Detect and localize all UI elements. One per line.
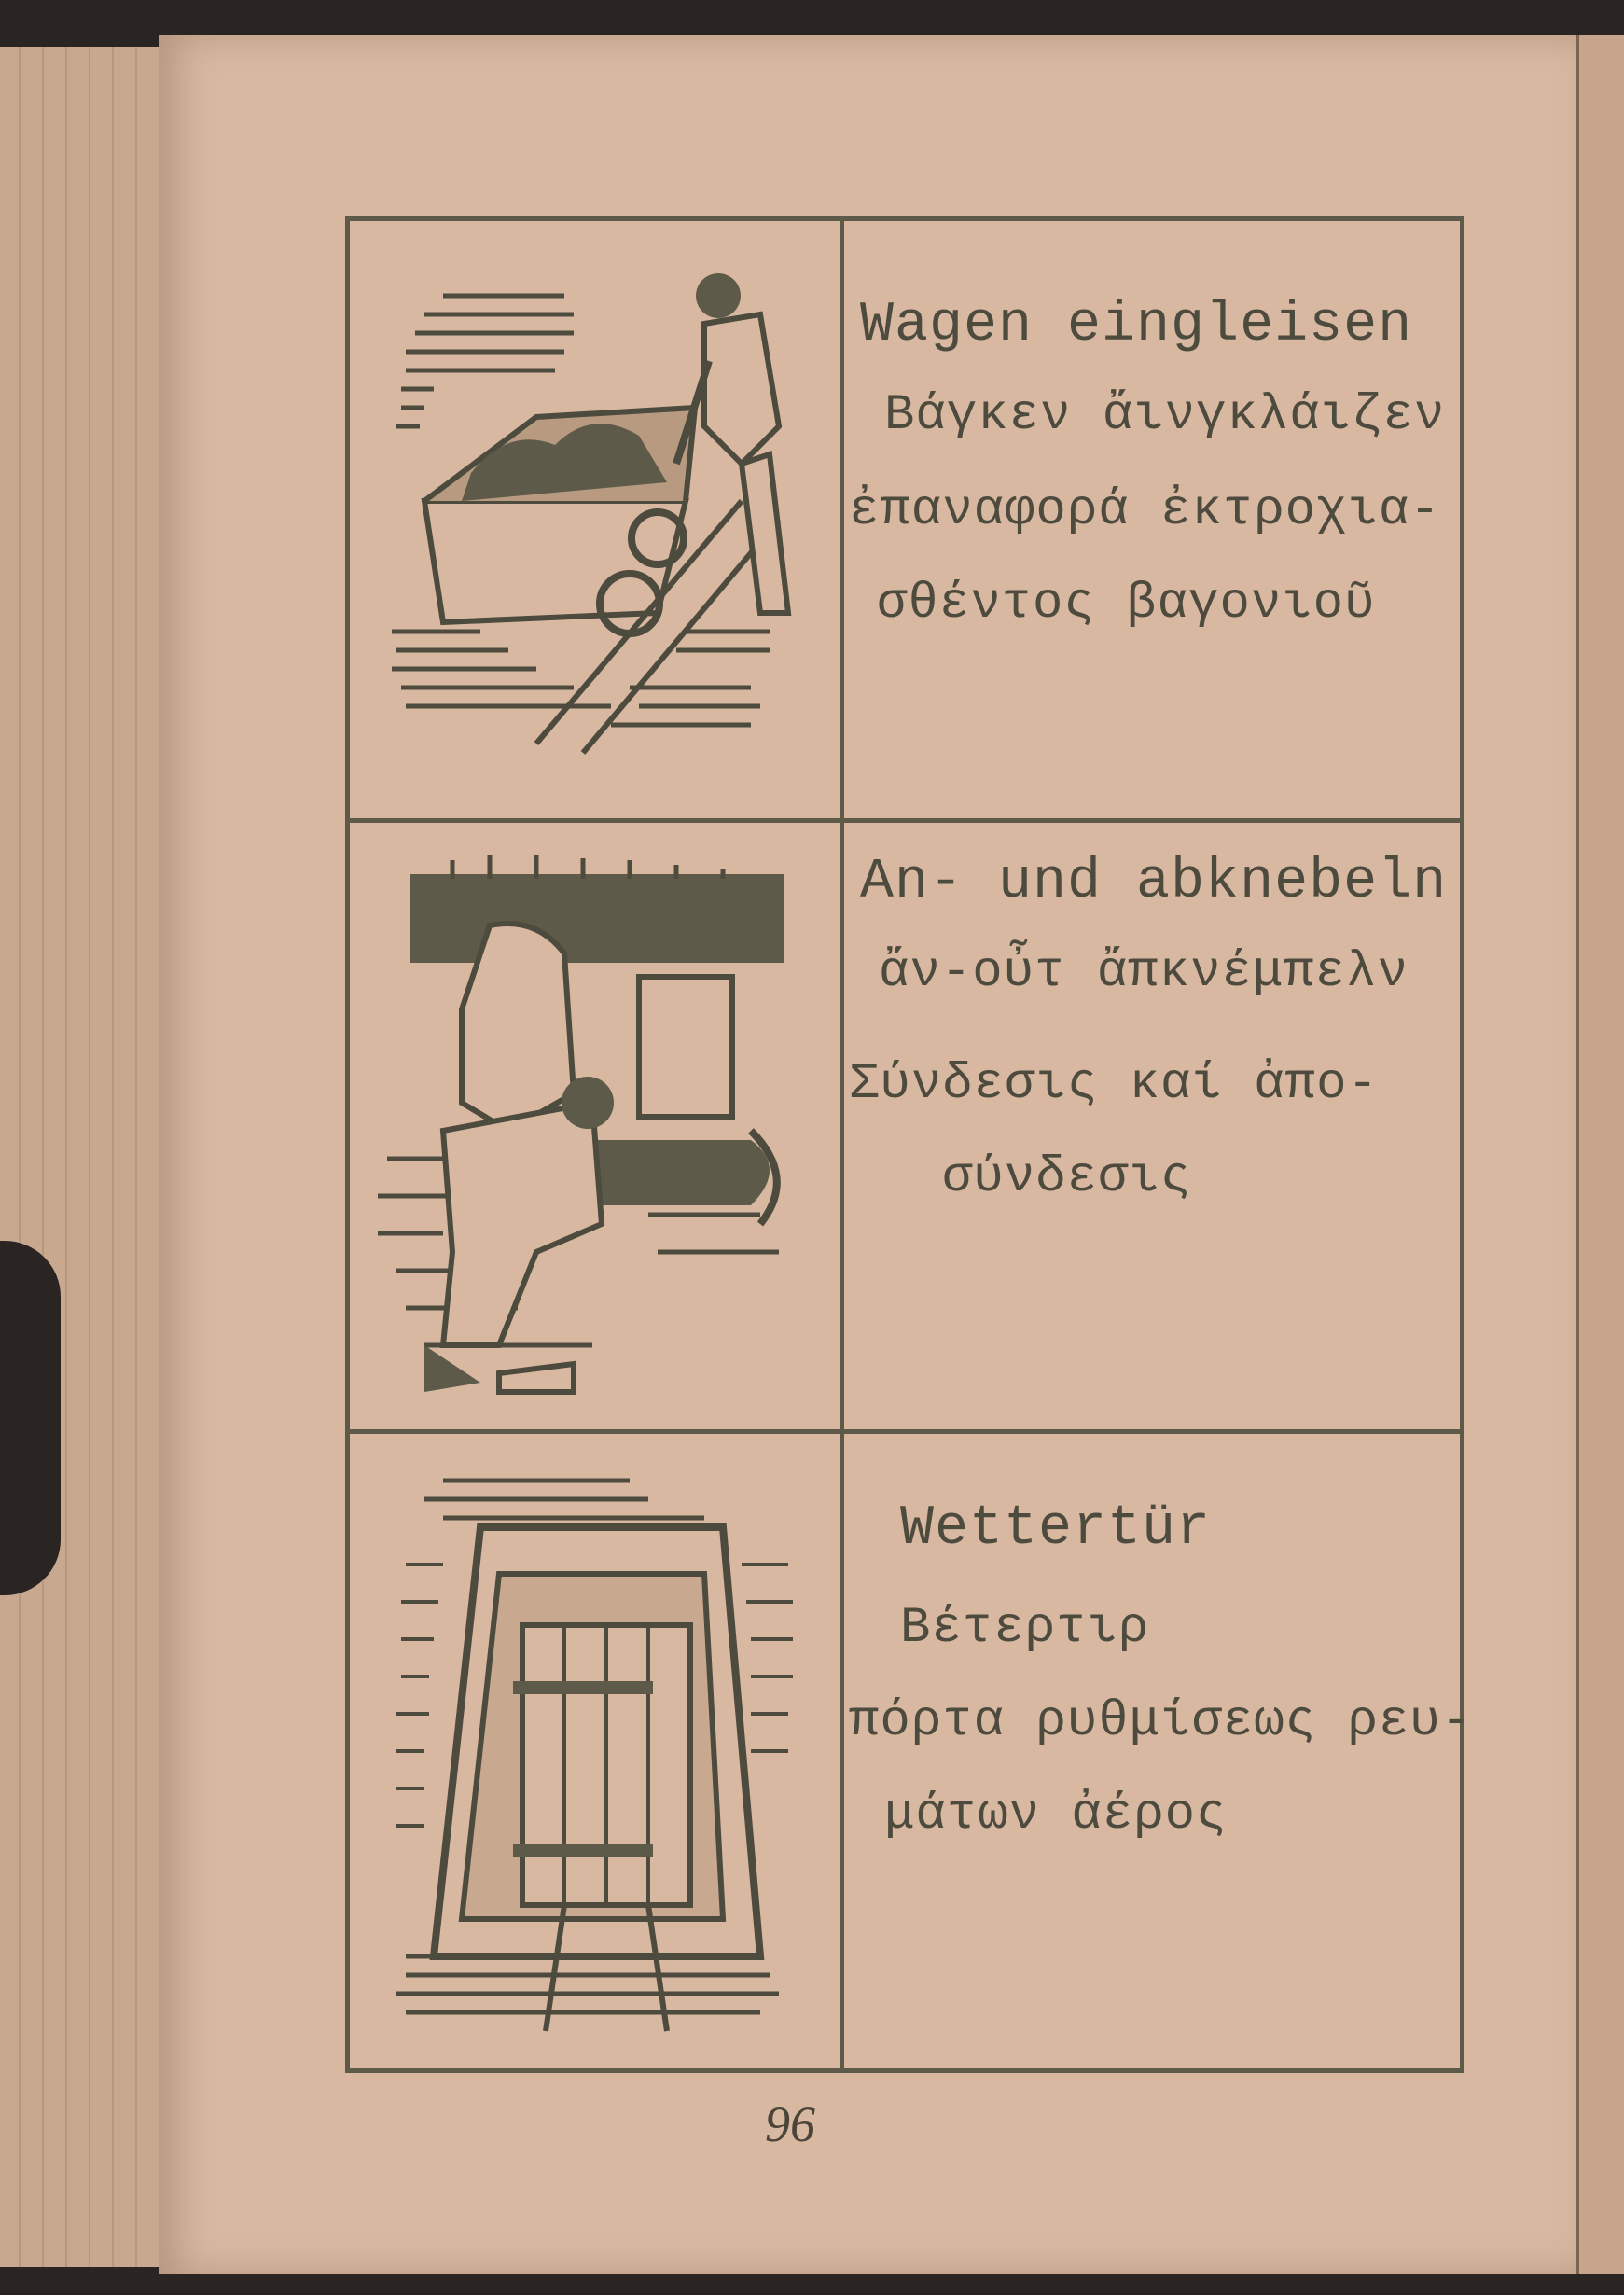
translation-cell: [849, 221, 1460, 818]
page-number: 96: [765, 2096, 815, 2152]
mine-cart-illustration: [350, 221, 840, 818]
table-row: [350, 221, 1460, 823]
greek-translation-line2: σύνδεσις: [942, 1149, 1192, 1206]
translation-cell: [849, 823, 1460, 1429]
greek-transliteration: Βέτερτιρ: [900, 1600, 1150, 1657]
illustration-cell: [350, 1434, 844, 2068]
german-term: An- und abknebeln: [860, 851, 1448, 914]
german-term: Wettertür: [900, 1497, 1212, 1561]
translation-cell: [849, 1434, 1473, 2068]
illustration-cell: [350, 823, 844, 1429]
greek-translation-line1: πόρτα ρυθμίσεως ρευ-: [849, 1693, 1473, 1750]
ventilation-door-illustration: [350, 1434, 840, 2068]
greek-translation-line2: μάτων ἀέρος: [884, 1787, 1228, 1843]
german-term: Wagen eingleisen: [860, 294, 1413, 357]
greek-transliteration: ἄν-οὖτ ἄπκνέμπελν: [879, 944, 1409, 1001]
vocabulary-table: [345, 216, 1473, 2073]
greek-translation-line1: Σύνδεσις καί ἀπο-: [849, 1056, 1379, 1113]
book-thumb-notch: [0, 1241, 61, 1595]
greek-translation-line2: σθέντος βαγονιοῦ: [877, 576, 1376, 633]
coupling-illustration: [350, 823, 840, 1429]
table-row: [350, 1434, 1473, 2068]
illustration-cell: [350, 221, 844, 818]
greek-translation-line1: ἐπαναφορά ἐκτροχια-: [849, 482, 1441, 539]
greek-transliteration: Βάγκεν ἄινγκλάιζεν: [884, 387, 1446, 444]
table-row: [350, 823, 1460, 1434]
next-page-edge: [1576, 35, 1624, 2274]
